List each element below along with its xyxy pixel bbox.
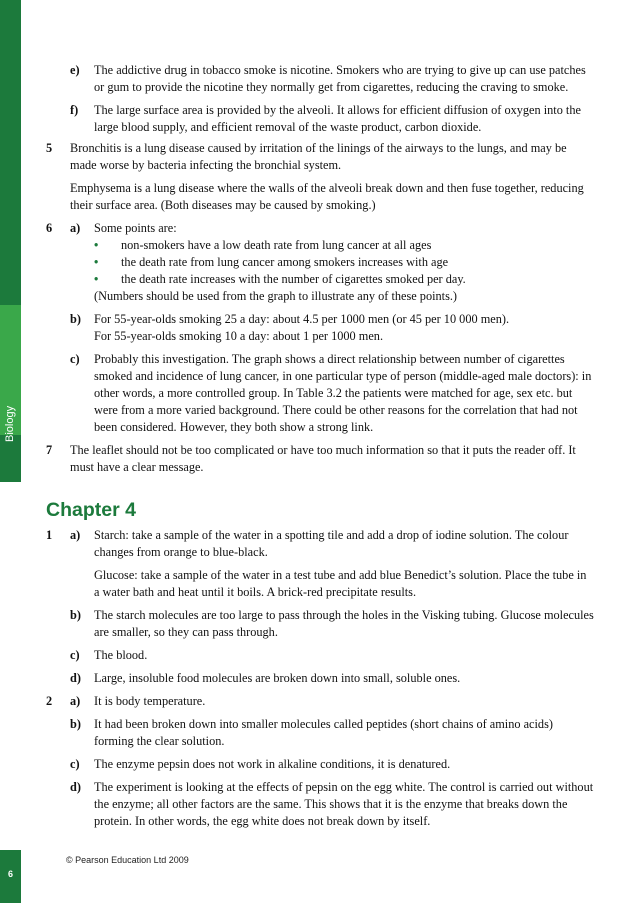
answer-item-6b [46,311,594,345]
answer-content [46,62,594,830]
question-number: 6 [46,221,53,235]
question-7 [46,442,594,476]
list-item [94,254,594,271]
answer-text: Starch: take a sample of the water in a spotting tile and add a drop of iodine solution. The colour changes from orange to blue-black. [94,528,569,559]
answer-text: For 55-year-olds smoking 10 a day: about 1 per 1000 men. [94,329,384,343]
answer-item-2d [46,779,594,830]
copyright-footer: © Pearson Education Ltd 2009 [66,855,189,865]
answer-item-1c [46,647,594,664]
part-label: c) [70,757,80,771]
answer-item-6a [46,220,594,305]
subject-label: Biology [4,405,16,442]
answer-item-e [46,62,594,96]
part-label: b) [70,312,81,326]
part-label: a) [70,221,81,235]
answer-text: The experiment is looking at the effects of pepsin on the egg white. The control is carried out without the enzyme; all other factors are the same. This shows that it is the enzyme that breaks down the protein. In other words, the egg white does not break down by itself. [94,780,594,828]
answer-item-1d [46,670,594,687]
answer-item-2c [46,756,594,773]
bullet-list [46,237,594,288]
answer-text: For 55-year-olds smoking 25 a day: about 4.5 per 1000 men (or 45 per 10 000 men). [94,312,510,326]
bullet-icon: • [94,255,99,269]
chapter4-question-1 [46,527,594,687]
answer-text: The large surface area is provided by the alveoli. It allows for efficient diffusion of oxygen into the large blood supply, and efficient removal of the waste product, carbon dioxide. [94,103,581,134]
part-label: c) [70,648,80,662]
answer-text: It had been broken down into smaller molecules called peptides (short chains of amino acids) forming the clear solution. [94,717,553,748]
part-label: d) [70,671,81,685]
answer-item-2b [46,716,594,750]
answer-text: The addictive drug in tobacco smoke is nicotine. Smokers who are trying to give up can use patches or gum to provide the nicotine they normally get from cigarettes, reducing the craving to smoke. [94,63,586,94]
bullet-icon: • [94,238,99,252]
answer-item-f [46,102,594,136]
bullet-text: non-smokers have a low death rate from lung cancer at all ages [121,238,432,252]
answer-text: Large, insoluble food molecules are broken down into small, soluble ones. [94,671,461,685]
page-number: 6 [7,869,13,879]
answer-text: It is body temperature. [94,694,206,708]
answer-text: The enzyme pepsin does not work in alkaline conditions, it is denatured. [94,757,451,771]
answer-text: Bronchitis is a lung disease caused by irritation of the linings of the airways to the lungs, and may be made worse by bacteria infecting the bronchial system. [70,141,567,172]
part-label: b) [70,717,81,731]
part-label: d) [70,780,81,794]
question-number: 2 [46,694,53,708]
answer-item-1b [46,607,594,641]
part-label: b) [70,608,81,622]
bullet-icon: • [94,272,99,286]
question-number: 7 [46,443,53,457]
answer-text: The starch molecules are too large to pass through the holes in the Visking tubing. Glucose molecules are smaller, so they can pass through. [94,608,594,639]
part-label: f) [70,103,79,117]
answer-note: (Numbers should be used from the graph to illustrate any of these points.) [94,289,458,303]
part-label: a) [70,694,81,708]
answer-text: Glucose: take a sample of the water in a test tube and add blue Benedict’s solution. Place the tube in a water bath and heat until it boils. A brick-red precipitate results. [94,568,587,599]
answer-text: Probably this investigation. The graph shows a direct relationship between number of cigarettes smoked and incidence of lung cancer, in one particular type of person (middle-aged male doctors): in other words, a more controlled group. In Table 3.2 the patients were matched for age, sex etc. but were from a more varied background. There could be other reasons for the correlation that had not been considered. However, they both show a strong link. [94,352,592,434]
list-item [94,271,594,288]
part-label: a) [70,528,81,542]
answer-item-6c [46,351,594,436]
list-item [94,237,594,254]
answer-item-1a [46,527,594,601]
answer-text: Some points are: [94,221,177,235]
bullet-text: the death rate increases with the number of cigarettes smoked per day. [121,272,466,286]
question-number: 5 [46,141,53,155]
question-number: 1 [46,528,53,542]
bullet-text: the death rate from lung cancer among smokers increases with age [121,255,449,269]
answer-text: Emphysema is a lung disease where the walls of the alveoli break down and then fuse together, reducing their surface area. (Both diseases may be caused by smoking.) [70,181,584,212]
chapter4-question-2 [46,693,594,830]
question-6 [46,220,594,436]
answer-text: The blood. [94,648,148,662]
question-5 [46,140,594,214]
answer-text: The leaflet should not be too complicated or have too much information so that it puts the reader off. It must have a clear message. [70,443,576,474]
chapter-heading: Chapter 4 [46,499,136,521]
part-label: c) [70,352,80,366]
answer-item-2a [46,693,594,710]
part-label: e) [70,63,80,77]
